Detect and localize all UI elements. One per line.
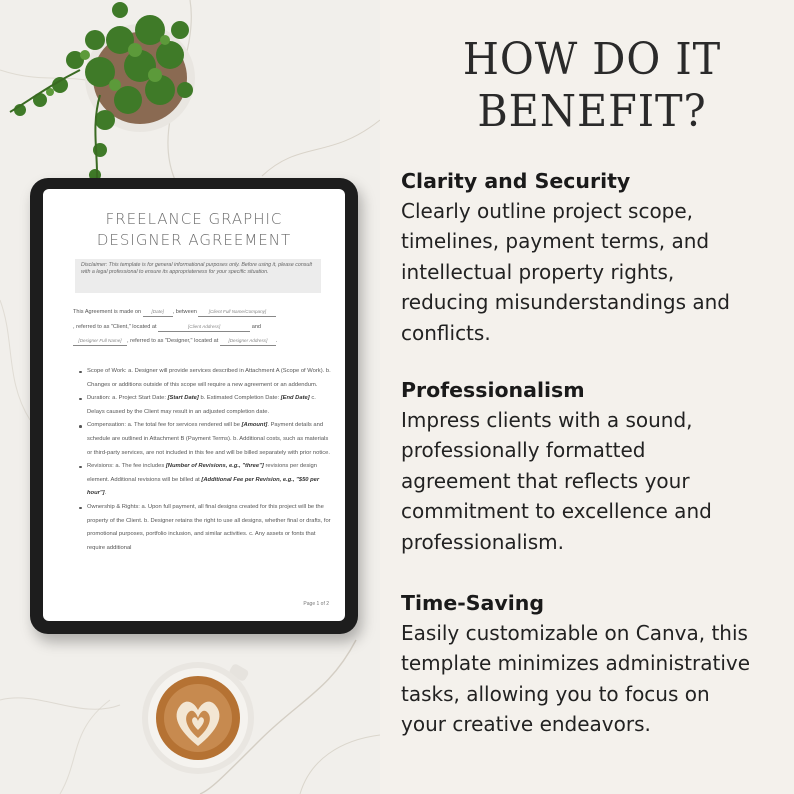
clause-placeholder: [Amount]	[241, 422, 268, 429]
intro-text: and	[251, 323, 262, 330]
client-name-blank: [Client Full Name/Company]	[198, 308, 276, 317]
designer-name-blank: [Designer Full Name]	[73, 337, 127, 346]
clause-text: .	[104, 490, 107, 497]
document-preview	[43, 189, 345, 621]
intro-text: , between	[172, 309, 197, 315]
benefit-line: timelines, payment terms, and	[401, 229, 710, 254]
clause-text: Revisions: a. The fee includes	[87, 463, 165, 470]
benefit-title: Professionalism	[401, 378, 585, 402]
document-title-line1: FREELANCE GRAPHIC	[105, 210, 283, 228]
document-title-line2: DESIGNER AGREEMENT	[96, 231, 292, 249]
date-blank: [Date]	[143, 308, 173, 317]
clause-ownership	[79, 501, 331, 555]
benefit-line: Easily customizable on Canva, this	[401, 621, 748, 645]
benefit-line: reducing misunderstandings and	[401, 290, 730, 315]
clause-text: Ownership & Rights: a. Upon full payment, all final designs created for this project will be the property of the Client. b. Designer retains the right to use all designs, whether final or drafts, for promotional purposes, portfolio inclusion, and similar activities. c. Any assets or fonts that require additional	[87, 503, 331, 551]
potted-plant-image	[0, 0, 210, 200]
intro-text: , referred to as "Client," located at	[73, 323, 157, 330]
clause-placeholder: [Additional Fee per Revision, e.g., "$50 per hour"]	[87, 476, 320, 497]
benefit-clarity-security	[401, 166, 791, 348]
clause-placeholder: [End Date]	[280, 395, 310, 402]
heading-line1: HOW DO IT	[462, 34, 722, 85]
clause-text: b. Estimated Completion Date:	[200, 395, 280, 402]
benefit-line: conflicts.	[401, 320, 491, 345]
document-disclaimer: Disclaimer: This template is for general informational purposes only. Before using it, please consult with a legal professional to ensure its appropriateness for your specific situation.	[75, 259, 321, 293]
clause-text: revisions per design element. Additional revisions will be billed at	[87, 463, 317, 483]
clause-compensation	[79, 419, 331, 460]
clause-text: Duration: a. Project Start Date:	[87, 395, 166, 402]
document-title	[43, 209, 345, 251]
page-number: Page 1 of 2	[303, 601, 329, 607]
benefit-time-saving	[401, 588, 791, 740]
clause-placeholder: [Number of Revisions, e.g., "three"]	[165, 463, 264, 470]
clause-revisions	[79, 460, 331, 501]
clause-text: Scope of Work: a. Designer will provide services described in Attachment A (Scope of Work). b. Changes or additions outside of this scope will require a new agreement or an addendum.	[87, 368, 331, 388]
benefit-line: your creative endeavors.	[401, 712, 651, 737]
benefit-line: Impress clients with a sound,	[401, 408, 693, 432]
intro-text: This Agreement is made on	[73, 309, 142, 315]
intro-text: , referred to as "Designer," located at	[127, 338, 219, 344]
clause-scope	[79, 365, 331, 392]
clause-text: c. Delays caused by the Client may result in an adjusted completion date.	[87, 395, 316, 415]
benefit-line: Clearly outline project scope,	[401, 199, 694, 223]
clause-text: Compensation: a. The total fee for services rendered will be	[87, 422, 240, 429]
benefit-line: agreement that reflects your	[401, 468, 690, 493]
document-clauses	[79, 365, 331, 555]
benefit-professionalism	[401, 375, 791, 557]
tablet-device	[30, 178, 358, 634]
clause-duration	[79, 392, 331, 419]
clause-placeholder: [Start Date]	[167, 395, 199, 402]
benefit-title: Clarity and Security	[401, 169, 631, 193]
document-intro	[73, 305, 331, 349]
benefit-line: template minimizes administrative	[401, 651, 751, 676]
benefit-title: Time-Saving	[401, 591, 545, 615]
heading-line2: BENEFIT?	[477, 86, 707, 137]
designer-address-blank: [Designer Address]	[220, 337, 276, 346]
benefit-line: tasks, allowing you to focus on	[401, 681, 710, 706]
benefit-line: intellectual property rights,	[401, 259, 675, 284]
coffee-cup-image	[138, 658, 258, 778]
client-address-blank: [Client Address]	[158, 323, 250, 332]
benefit-line: commitment to excellence and	[401, 499, 712, 524]
benefit-line: professionalism.	[401, 529, 564, 554]
page-heading	[402, 34, 782, 138]
intro-text: .	[275, 338, 278, 344]
clause-text: . Payment details and schedule are outlined in Attachment B (Payment Terms). b. Additional costs, such as materials or third-party services, are not included in this fee and will be billed separately with prior notice.	[87, 422, 330, 456]
benefit-line: professionally formatted	[401, 438, 646, 463]
